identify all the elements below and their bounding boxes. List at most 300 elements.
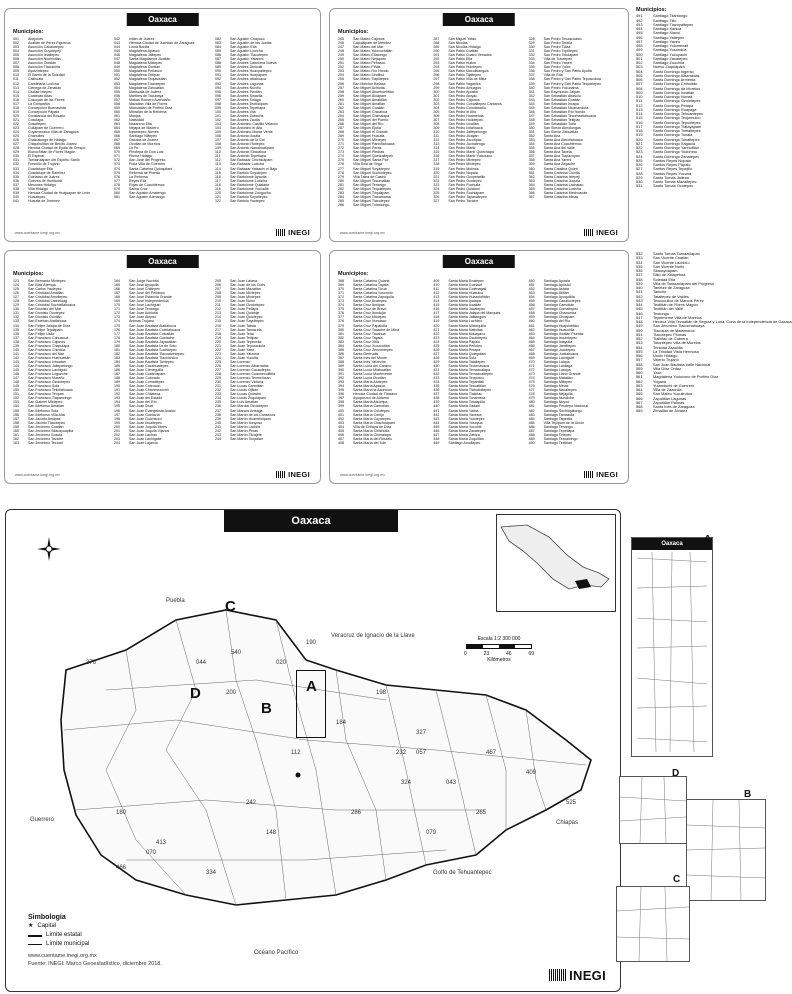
municipio-name: San Pedro Mártir Yucuxaco — [448, 154, 493, 159]
municipio-name: San Miguel Huautla — [353, 134, 385, 139]
municipio-number: 365 — [528, 186, 535, 191]
inegi-logo: INEGI — [584, 470, 618, 479]
municipio-number: 557 — [636, 357, 643, 363]
municipio-number: 522 — [636, 145, 643, 150]
municipios-column — [529, 279, 620, 461]
municipio-name: San Pedro Quiatoni — [448, 186, 480, 191]
municipio-number: 472 — [528, 368, 535, 373]
municipio-name: Santiago Apoala — [543, 279, 570, 283]
municipio-number: 247 — [338, 45, 344, 50]
municipio-name: Santa María Yolotepec — [448, 416, 485, 421]
municipio-name: Asunción Tlacolulita — [28, 65, 60, 70]
municipio-number: 432 — [433, 372, 440, 377]
municipio-name: San Francisco Huehuetlán — [28, 355, 71, 360]
inset-zone-a — [631, 537, 713, 757]
municipio-number: 511 — [636, 98, 643, 104]
municipio-name: Oaxaca de Juárez — [129, 138, 159, 143]
municipio-name: San Andrés Nuxiño — [230, 85, 261, 90]
municipio-number: 263 — [338, 109, 344, 114]
municipio-name: San Agustín Etla — [230, 45, 257, 50]
municipio-number: 316 — [433, 154, 440, 159]
municipio-name: San Andrés Zabache — [230, 113, 264, 118]
municipio-number: 308 — [433, 121, 440, 126]
municipio-name: Acatlán de Pérez Figueroa — [28, 41, 71, 46]
inset-b-map — [687, 800, 765, 900]
municipio-number: 090 — [215, 69, 221, 74]
municipio-name: Santa María Apazco — [353, 384, 386, 389]
municipio-number: 423 — [433, 335, 440, 340]
municipio-name: San Francisco del Mar — [28, 351, 64, 356]
municipio-name: Santiago Huauclilla — [543, 327, 575, 332]
municipio-name: San Juan Bautista Lo de Soto — [129, 343, 177, 348]
municipio-name: Santa Catarina Tayata — [353, 283, 389, 288]
municipio-number: 259 — [338, 93, 344, 98]
municipio-number: 027 — [13, 142, 19, 147]
scale-bar — [464, 636, 534, 663]
municipio-number: 382 — [338, 335, 344, 340]
municipio-name: Santiago Miltepec — [543, 380, 573, 385]
municipio-number: 277 — [338, 166, 344, 171]
municipio-name: San Juan Atepec — [129, 315, 157, 320]
zone-label-c: C — [225, 598, 236, 615]
municipio-name: San Francisco Teopan — [28, 392, 64, 397]
municipio-number: 329 — [528, 41, 535, 46]
inset-letter-c: C — [673, 874, 681, 885]
municipio-name: San Pedro Nopala — [448, 170, 478, 175]
municipio-name: Santos Reyes Pápalo — [653, 162, 691, 167]
municipio-name: Santa María Quiegolani — [448, 351, 487, 356]
list-item — [529, 441, 620, 445]
municipio-number: 200 — [114, 424, 120, 429]
municipio-name: San Juan Lajarcia — [129, 440, 158, 445]
municipio-name: San Juan Chicomezúchil — [129, 388, 169, 393]
inegi-logo: INEGI — [276, 228, 310, 237]
municipio-name: San Pedro Tapanatepec — [448, 194, 487, 199]
municipio-number-label: 334 — [206, 870, 217, 876]
municipio-number: 261 — [338, 101, 344, 106]
municipio-number: 481 — [528, 404, 535, 409]
list-item — [215, 199, 312, 203]
municipio-name: Santiago Juxtlahuaca — [543, 351, 579, 356]
list-item — [636, 409, 764, 413]
municipio-number-label: 409 — [526, 770, 537, 776]
municipio-name: San Mateo Cajonos — [353, 37, 385, 41]
municipio-number: 035 — [13, 174, 19, 179]
municipio-number: 097 — [215, 97, 221, 102]
municipio-name: San Francisco Logueche — [28, 372, 68, 377]
municipio-name: Santa Cruz Xoxocotlán — [353, 343, 390, 348]
municipio-number: 249 — [338, 53, 344, 58]
municipio-name: San Pedro Mártir Quiechapa — [448, 150, 494, 155]
municipio-name: Santa María Jalapa del Marqués — [448, 311, 501, 316]
municipio-number: 255 — [338, 77, 344, 82]
municipio-name: San Jerónimo Taviche — [28, 436, 64, 441]
municipio-name: San Juan de los Cués — [230, 283, 266, 288]
municipio-name: San Mateo Etlatongo — [353, 53, 387, 58]
municipio-number: 067 — [114, 138, 120, 143]
municipio-name: Asunción Ocotlán — [28, 61, 57, 66]
municipio-number: 486 — [528, 424, 535, 429]
municipio-name: Santiago Tillo — [653, 17, 677, 23]
municipio-number: 008 — [13, 65, 19, 70]
municipio-number: 390 — [338, 368, 344, 373]
municipio-number: 176 — [114, 327, 120, 332]
inset-letter-d: D — [672, 768, 680, 779]
municipios-column — [114, 37, 211, 219]
municipio-name: Coicoyán de las Flores — [28, 97, 65, 102]
municipio-name: San Juan Lachao — [129, 432, 157, 437]
municipio-name: Santiago Nuyoó — [543, 400, 570, 405]
municipio-name: San Juan Tabaá — [230, 323, 256, 328]
municipio-name: Santiago Llano Grande — [543, 372, 581, 377]
municipio-number: 360 — [528, 166, 535, 171]
municipio-number: 243 — [215, 432, 221, 437]
municipio-number: 234 — [215, 396, 221, 401]
municipio-name: Teococuilco de Marcos Pérez — [653, 297, 704, 303]
label-veracruz: Veracruz de Ignacio de la Llave — [331, 633, 415, 639]
municipio-number: 280 — [338, 178, 344, 183]
municipio-number: 172 — [114, 311, 120, 316]
municipio-name: San Pedro Mixtepec — [448, 158, 481, 163]
municipio-number: 219 — [215, 335, 221, 340]
municipio-number: 132 — [13, 315, 19, 320]
municipio-number: 005 — [13, 53, 19, 58]
municipio-name: Tlacotepec Plumas — [653, 331, 687, 337]
municipio-number: 442 — [433, 412, 440, 417]
municipio-name: San Juan Cotzocón — [129, 384, 161, 389]
municipio-number: 300 — [433, 89, 440, 94]
municipio-number: 140 — [13, 347, 19, 352]
municipio-number: 226 — [215, 363, 221, 368]
municipio-number-label: 324 — [401, 780, 412, 786]
municipio-name: Mazatlán Villa de Flores — [129, 101, 168, 106]
municipio-name: Santa Magdalena Jicotlán — [129, 57, 171, 62]
municipio-name: San Ildefonso Sola — [28, 408, 59, 413]
municipio-number: 383 — [338, 339, 344, 344]
municipio-number: 217 — [215, 327, 221, 332]
municipio-number: 085 — [215, 49, 221, 54]
municipio-number: 136 — [13, 331, 19, 336]
municipio-number: 095 — [215, 89, 221, 94]
municipio-name: San Felipe Tejalápam — [28, 327, 63, 332]
municipio-name: Santiago Jocotepec — [543, 347, 576, 352]
label-puebla: Puebla — [166, 598, 185, 604]
municipio-name: Totontepec Villa de Morelos — [653, 340, 701, 346]
municipio-number: 019 — [13, 109, 19, 114]
municipio-name: San Pedro Huamelula — [448, 113, 484, 118]
municipio-name: San Mateo Nejápam — [353, 57, 386, 62]
municipio-name: San Antonio Acutla — [230, 134, 261, 139]
side-list-items — [636, 14, 764, 188]
municipio-name: Santa María Ecatepec — [448, 279, 484, 283]
municipio-name: Constancia del Rosario — [28, 113, 66, 118]
municipio-name: San Francisco Lachigoló — [28, 368, 68, 373]
municipio-name: Santa María Zacatepec — [448, 428, 486, 433]
municipio-number: 563 — [636, 382, 643, 388]
municipio-name: San Bartolo Soyaltepec — [230, 194, 268, 199]
municipio-number: 117 — [215, 178, 221, 183]
municipio-name: San Mateo Yucutindoo — [653, 391, 693, 397]
municipio-name: San Juan Petlapa — [230, 307, 259, 312]
municipio-name: Coatecas Altas — [28, 93, 52, 98]
municipio-number: 009 — [13, 69, 19, 74]
municipio-number: 335 — [528, 65, 535, 70]
municipio-number-label: 190 — [306, 640, 317, 646]
municipio-name: Santiago Suchilquitongo — [543, 408, 583, 413]
municipio-name: San Pedro Apóstol — [448, 89, 479, 94]
municipio-name: San Miguel Amatitlán — [353, 97, 387, 102]
municipio-number: 065 — [114, 130, 120, 135]
municipio-name: Santa María Atzompa — [353, 400, 388, 405]
municipio-name: Santa María Petapa — [448, 347, 481, 352]
municipio-name: San Pedro el Alto — [448, 109, 477, 114]
municipio-name: San Luis Amatlán — [230, 400, 258, 405]
municipio-name: San Pedro Huilotepec — [448, 117, 484, 122]
municipio-name: Zimatlán de Álvarez — [653, 408, 688, 414]
municipio-name: Villa Díaz Ordaz — [653, 365, 682, 371]
municipio-name: Monjas — [129, 113, 141, 118]
municipio-name: San Juan del Río — [129, 400, 157, 405]
municipio-number: 018 — [13, 105, 19, 110]
municipio-number: 388 — [338, 359, 344, 364]
municipio-number: 338 — [528, 77, 535, 82]
municipio-number: 045 — [114, 49, 120, 54]
municipio-number: 427 — [433, 351, 440, 356]
municipio-name: San Juan del Estado — [129, 396, 163, 401]
municipio-number: 378 — [338, 319, 344, 324]
municipio-name: San Pedro Ocopetatillo — [448, 174, 486, 179]
municipio-name: San Lucas Zoquiápam — [230, 396, 266, 401]
municipio-name: El Espinal — [28, 154, 44, 159]
municipio-name: San Pablo Villa de Mitla — [448, 77, 487, 82]
municipio-number: 475 — [528, 380, 535, 385]
municipio-number: 177 — [114, 331, 120, 336]
municipio-name: San Lorenzo Cacaotepec — [230, 368, 271, 373]
municipio-number: 303 — [433, 101, 440, 106]
municipio-name: San Pedro Taviche — [448, 198, 479, 203]
municipio-name: Yaxe — [653, 370, 662, 375]
municipio-name: Santiago Cacaloxtepec — [543, 299, 581, 304]
municipio-number: 004 — [13, 49, 19, 54]
municipio-name: Santos Reyes Tepejillo — [653, 166, 693, 172]
municipio-name: San Juan Tamazola — [230, 327, 262, 332]
municipio-name: Eloxochitlán de Flores Magón — [28, 150, 76, 155]
municipio-number: 343 — [528, 97, 535, 102]
municipio-number: 353 — [528, 138, 535, 143]
municipio-name: Santos Reyes Nopala — [653, 157, 691, 163]
municipio-name: Santa María Colotepec — [353, 408, 390, 413]
municipio-name: Santiago Textitlán — [543, 440, 572, 445]
municipio-name: San Francisco Tlapancingo — [28, 396, 72, 401]
municipios-panel-4 — [329, 250, 629, 484]
municipios-column — [13, 279, 110, 461]
municipio-number: 231 — [215, 384, 221, 389]
municipio-name: Zapotitlán Lagunas — [653, 395, 687, 401]
municipio-number: 545 — [636, 306, 643, 312]
legend — [28, 913, 89, 949]
municipio-number: 376 — [338, 311, 344, 316]
municipio-number: 309 — [433, 126, 440, 131]
municipio-number: 467 — [528, 347, 535, 352]
municipios-column — [215, 37, 312, 219]
legend-title: Simbología — [28, 914, 66, 921]
municipio-name: Asunción Cuyotepeji — [28, 49, 61, 54]
municipio-number: 273 — [338, 150, 344, 155]
municipio-name: San Antonio Nanahuatípam — [230, 146, 274, 151]
municipio-number: 412 — [433, 291, 440, 296]
municipio-name: Santo Domingo Chihuitán — [653, 81, 698, 87]
municipio-number: 118 — [215, 182, 221, 187]
municipio-number-label: 079 — [426, 830, 437, 836]
municipio-name: Santiago Nacaltepec — [543, 388, 577, 393]
municipio-number: 074 — [114, 166, 120, 171]
municipio-number: 056 — [114, 93, 120, 98]
municipio-name: Nejapa de Madero — [129, 126, 159, 131]
municipio-number: 031 — [13, 158, 19, 163]
mexico-inset-map — [496, 514, 616, 612]
municipio-name: San Mateo Sindihui — [353, 73, 385, 78]
municipio-number: 428 — [433, 355, 440, 360]
municipio-name: San Juan Guelavía — [129, 412, 160, 417]
municipio-name: Concepción Buenavista — [28, 105, 66, 110]
municipio-number: 313 — [433, 142, 440, 147]
municipio-name: Santa Catarina Zapoquila — [353, 295, 394, 300]
municipio-number: 017 — [13, 101, 19, 106]
municipio-number: 029 — [13, 150, 19, 155]
municipio-number: 044 — [114, 45, 120, 50]
municipio-number: 477 — [528, 388, 535, 393]
municipio-name: San Miguel Chicahua — [353, 109, 388, 114]
municipio-number: 409 — [433, 279, 440, 283]
municipio-name: San Juan Ozolotepec — [230, 303, 265, 308]
municipio-name: Santa María Tecomavaca — [448, 363, 490, 368]
municipio-name: San Francisco Chindúa — [28, 347, 66, 352]
municipio-number: 155 — [13, 408, 19, 413]
municipio-number: 424 — [433, 339, 440, 344]
label-guerrero: Guerrero — [30, 817, 55, 823]
municipio-name: Santiago Tlazoyaltepec — [653, 21, 694, 27]
municipio-name: San Pedro Teutila — [543, 41, 572, 46]
mexico-outline-icon — [497, 515, 615, 611]
municipio-number: 230 — [215, 380, 221, 385]
municipio-number: 294 — [433, 65, 440, 70]
municipio-number: 061 — [114, 113, 120, 118]
municipio-name: San Antonio de la Cal — [230, 138, 265, 143]
municipio-name: Zapotitlán Palmas — [653, 399, 685, 405]
municipio-number: 369 — [338, 283, 344, 288]
municipio-name: Santiago Nundiche — [543, 396, 575, 401]
oaxaca-map — [5, 509, 621, 992]
municipio-number: 567 — [636, 399, 643, 405]
municipio-number: 232 — [215, 388, 221, 393]
municipio-name: Tepelmeme Villa de Morelos — [653, 314, 702, 320]
municipios-heading: Municipios: — [13, 271, 44, 277]
municipio-number: 011 — [13, 77, 19, 82]
municipio-name: San Pedro Yucunama — [543, 85, 579, 90]
municipio-number: 292 — [433, 57, 440, 62]
municipio-name: Asunción Cacalotepec — [28, 45, 64, 50]
list-item — [114, 195, 211, 199]
municipio-name: San Lucas Ojitlán — [230, 388, 259, 393]
municipio-name: Santa Catarina Yosonotú — [353, 291, 393, 296]
municipios-column — [215, 279, 312, 461]
municipio-number: 461 — [528, 323, 535, 328]
municipio-name: San José del Progreso — [129, 158, 166, 163]
municipio-number: 287 — [433, 37, 440, 41]
municipio-name: Magdalena Jaltepec — [129, 53, 162, 58]
municipio-number: 236 — [215, 404, 221, 409]
municipio-number: 199 — [114, 420, 120, 425]
municipio-number: 281 — [338, 182, 344, 187]
municipio-number: 121 — [215, 194, 221, 199]
list-item — [433, 199, 524, 203]
municipio-name: San Pablo Tijaltepec — [448, 73, 482, 78]
municipio-number: 473 — [528, 372, 535, 377]
municipio-number: 532 — [636, 251, 643, 256]
municipio-name: Santo Domingo Ixcatlán — [653, 89, 695, 95]
municipio-name: Santo Tomás Tamazulapan — [653, 251, 700, 256]
municipio-name: San Francisco Ozolotepec — [28, 380, 71, 385]
municipio-number: 421 — [433, 327, 440, 332]
municipio-number-label: 043 — [446, 780, 457, 786]
municipio-name: Santa María Ipalapa — [448, 299, 481, 304]
municipio-number: 305 — [433, 109, 440, 114]
municipio-name: Santa Catalina Quierí — [543, 166, 579, 171]
municipio-number: 417 — [433, 311, 440, 316]
municipio-number: 184 — [114, 359, 120, 364]
municipio-name: San Pedro Pochutla — [448, 182, 481, 187]
municipio-number: 157 — [13, 416, 19, 421]
municipio-number: 050 — [114, 69, 120, 74]
inset-a-map — [632, 538, 712, 756]
municipio-number-label: 198 — [376, 690, 387, 696]
municipio-number: 396 — [338, 392, 344, 397]
municipio-name: Santo Domingo Yanhuitlán — [653, 145, 699, 150]
inset-c-map — [617, 887, 689, 961]
municipio-name: San Dionisio Ocotlán — [28, 315, 62, 320]
municipio-number: 521 — [636, 140, 643, 146]
municipio-name: Santa María Jacatepec — [448, 307, 486, 312]
municipio-name: Santa María Jaltianguis — [448, 315, 486, 320]
municipio-name: San Miguel el Grande — [353, 130, 388, 135]
municipio-name: San Agustín Chayuco — [230, 37, 265, 41]
municipio-number: 333 — [528, 57, 535, 62]
municipio-name: Santo Domingo Nuxaá — [653, 94, 693, 99]
municipio-name: Santo Domingo Zanatepec — [653, 153, 700, 159]
municipio-name: Santa María Guienagati — [448, 287, 487, 292]
municipio-number: 500 — [636, 51, 643, 57]
municipio-number: 058 — [114, 101, 120, 106]
municipios-columns — [338, 279, 620, 461]
municipio-number: 113 — [215, 162, 221, 167]
municipio-number: 245 — [338, 37, 344, 41]
map-title: Oaxaca — [224, 510, 398, 532]
municipio-number: 094 — [215, 85, 221, 90]
municipio-number: 179 — [114, 339, 120, 344]
municipio-number: 076 — [114, 174, 120, 179]
municipio-name: San Jerónimo Tlacochahuaya — [653, 323, 705, 329]
municipio-number: 014 — [13, 89, 19, 94]
municipio-number: 081 — [114, 194, 120, 199]
municipio-number: 276 — [338, 162, 344, 167]
municipio-number-label: 540 — [231, 650, 242, 656]
municipio-number: 137 — [13, 335, 19, 340]
municipio-name: San Juan Quiotepec — [230, 315, 263, 320]
municipio-number: 127 — [13, 295, 19, 300]
municipio-name: San Miguel del Río — [353, 121, 384, 126]
municipio-number: 494 — [636, 26, 643, 31]
municipio-name: San Agustín Atenango — [129, 194, 165, 199]
